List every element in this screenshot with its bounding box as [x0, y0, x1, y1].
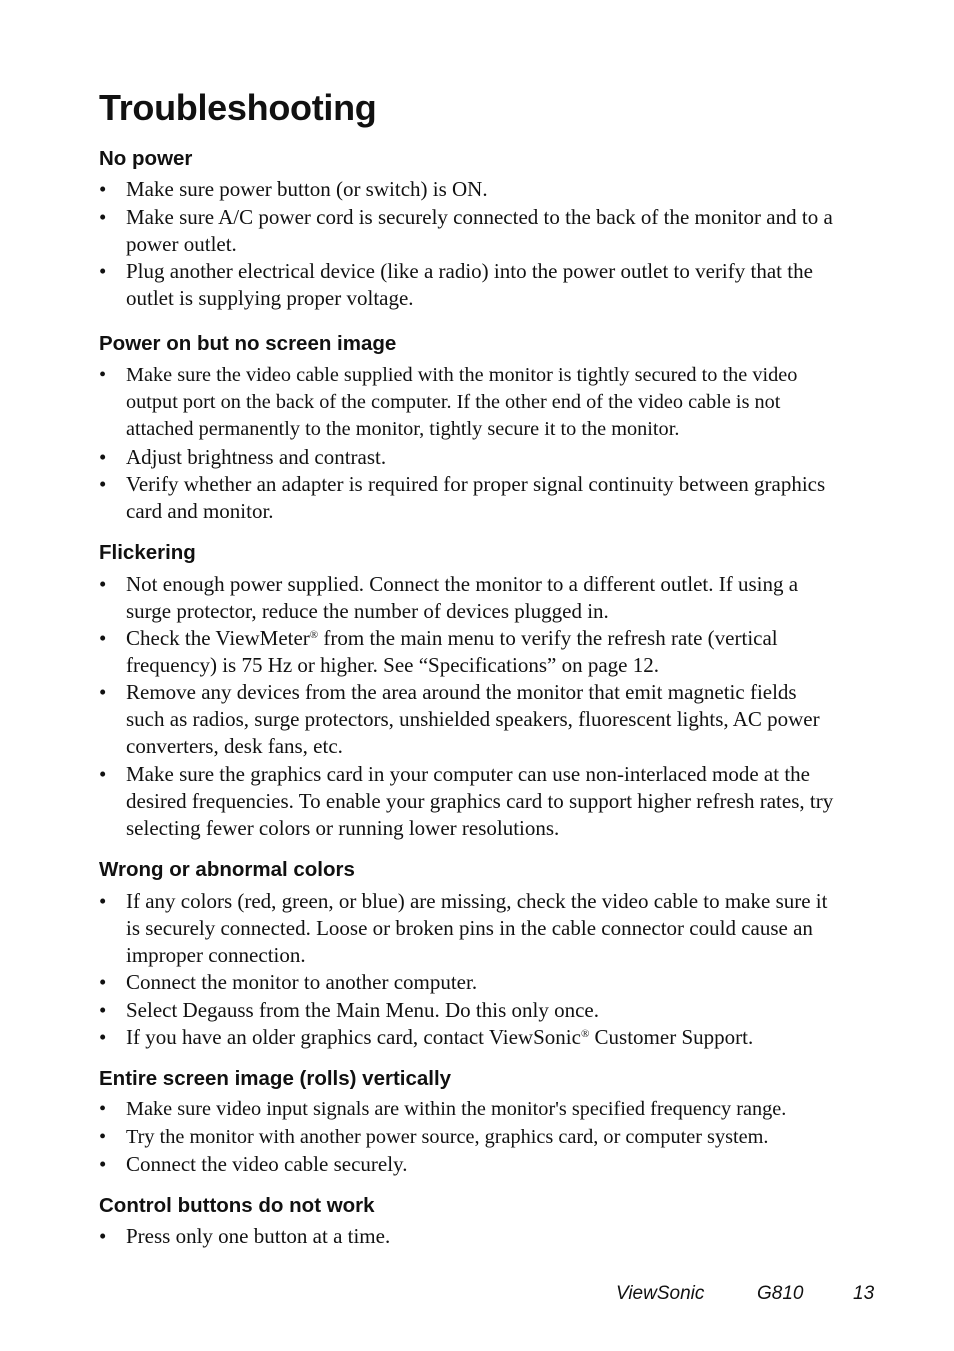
list-item — [99, 969, 839, 996]
list-item — [99, 997, 839, 1024]
list-item-text: Verify whether an adapter is required for proper signal continuity between graphics card and monitor. — [126, 472, 826, 524]
section-heading-wrong-colors: Wrong or abnormal colors — [99, 858, 355, 881]
section-heading-rolls-vertically: Entire screen image (rolls) vertically — [99, 1067, 452, 1090]
page-title: Troubleshooting — [99, 87, 377, 128]
list-item-text: Make sure power button (or switch) is ON. — [126, 177, 488, 201]
bullet: • — [99, 205, 107, 229]
list-item-text: Remove any devices from the area around the monitor that emit magnetic fields such as radios, surge protectors, unshielded speakers, fluorescent lights, AC power converters, desk fans, etc. — [126, 680, 820, 759]
list-item — [99, 471, 839, 525]
list-item — [99, 1223, 839, 1250]
section-heading-power-on-no-image: Power on but no screen image — [99, 332, 397, 355]
list-item-text — [126, 625, 839, 679]
bullet: • — [99, 1224, 107, 1248]
list-item-text: Adjust brightness and contrast. — [126, 445, 387, 469]
list-item-text: Connect the monitor to another computer. — [126, 970, 478, 994]
bullet: • — [99, 970, 107, 994]
list-item-text: Connect the video cable securely. — [126, 1152, 408, 1176]
list-item-text — [126, 1024, 839, 1051]
bullet: • — [99, 177, 107, 201]
list-item-text: Make sure A/C power cord is securely connected to the back of the monitor and to a power outlet. — [126, 205, 833, 257]
bullet: • — [99, 259, 107, 283]
bullet: • — [99, 1025, 107, 1049]
list-item — [99, 444, 839, 471]
list-item — [99, 204, 839, 258]
list-item — [99, 679, 839, 761]
footer-page-number: 13 — [853, 1283, 875, 1304]
list-item — [99, 362, 839, 444]
list-item-text-post: Customer Support. — [589, 1025, 754, 1049]
list-item-text: If any colors (red, green, or blue) are missing, check the video cable to make sure it is securely connected. Loose or broken pins in the cable connector could cause an improper connection. — [126, 889, 828, 968]
bullet: • — [99, 364, 107, 386]
list-item-text: Not enough power supplied. Connect the monitor to a different outlet. If using a surge protector, reduce the number of devices plugged in. — [126, 572, 799, 624]
section-heading-no-power: No power — [99, 147, 193, 170]
list-item-text: Make sure the video cable supplied with the monitor is tightly secured to the video output port on the back of the computer. If the other end of the video cable is not attached permanently to the monitor, tightly secure it to the monitor. — [126, 364, 798, 441]
list-item-text-post: from the main menu to verify the refresh rate (vertical frequency) is 75 Hz or higher. See “Specifications” on page 12. — [126, 626, 778, 678]
bullet: • — [99, 472, 107, 496]
list-item — [99, 625, 839, 679]
list-item — [99, 1151, 839, 1178]
registered-mark: ® — [580, 1028, 590, 1040]
list-item — [99, 176, 839, 203]
list-item — [99, 571, 839, 625]
bullet: • — [99, 680, 107, 704]
bullet: • — [99, 1098, 107, 1120]
list-item — [99, 888, 839, 970]
bullet: • — [99, 626, 107, 650]
list-item-text: Plug another electrical device (like a radio) into the power outlet to verify that the outlet is supplying proper voltage. — [126, 259, 813, 311]
list-item — [99, 258, 839, 312]
bullet: • — [99, 572, 107, 596]
registered-mark: ® — [309, 629, 319, 641]
section-heading-control-buttons: Control buttons do not work — [99, 1194, 375, 1217]
list-item-text: Make sure video input signals are within the monitor's specified frequency range. — [126, 1098, 787, 1120]
bullet: • — [99, 445, 107, 469]
list-item — [99, 1124, 859, 1151]
list-item-text: Press only one button at a time. — [126, 1224, 391, 1248]
bullet: • — [99, 762, 107, 786]
bullet: • — [99, 1152, 107, 1176]
bullet: • — [99, 1126, 107, 1148]
list-item-text: Make sure the graphics card in your computer can use non-interlaced mode at the desired frequencies. To enable your graphics card to support higher refresh rates, try selecting fewer colors or running lower resolutions. — [126, 762, 834, 841]
list-item — [99, 1096, 859, 1123]
list-item-text-pre: If you have an older graphics card, contact ViewSonic — [126, 1025, 581, 1049]
footer-brand: ViewSonic — [616, 1283, 705, 1304]
list-item — [99, 761, 839, 843]
footer-model: G810 — [757, 1283, 804, 1304]
bullet: • — [99, 889, 107, 913]
list-item — [99, 1024, 839, 1051]
bullet: • — [99, 998, 107, 1022]
list-item-text: Try the monitor with another power source, graphics card, or computer system. — [126, 1126, 769, 1148]
list-item-text-pre: Check the ViewMeter — [126, 626, 310, 650]
section-heading-flickering: Flickering — [99, 541, 196, 564]
list-item-text: Select Degauss from the Main Menu. Do this only once. — [126, 998, 599, 1022]
